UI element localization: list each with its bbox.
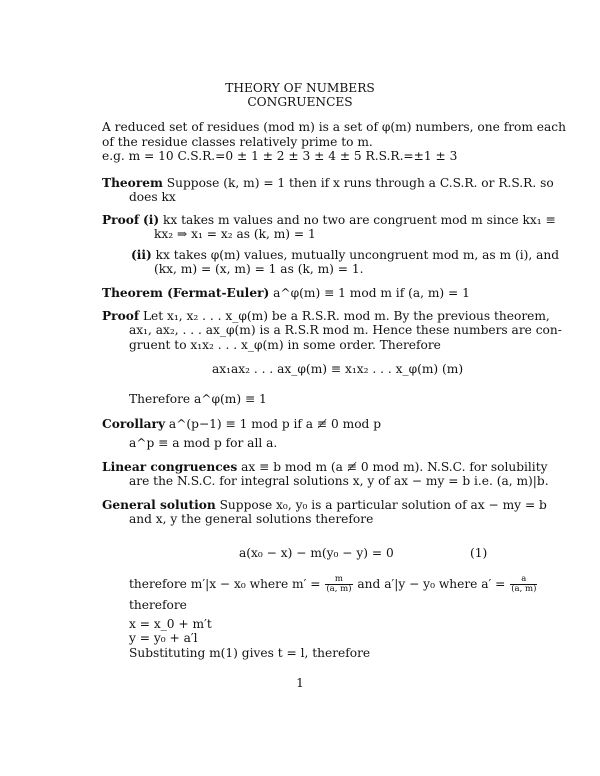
intro-line-2: of the residue classes relatively prime to m.	[102, 135, 373, 149]
general-therefore-line	[129, 574, 538, 594]
corollary-line-1: a^(p−1) ≡ 1 mod p if a ≢ 0 mod p	[168, 417, 382, 431]
proof-1-part-i	[102, 213, 556, 228]
fraction-a-prime	[510, 575, 537, 594]
general-solution	[102, 498, 547, 513]
proof-1-i-label: (i)	[142, 213, 160, 227]
fraction-m-prime-numerator: m	[325, 575, 352, 585]
equation-number: (1)	[470, 546, 488, 560]
corollary-heading: Corollary	[102, 417, 166, 431]
general-solution-y: y = y₀ + a′l	[129, 631, 198, 645]
general-substituting: Substituting m(1) gives t = l, therefore	[129, 646, 371, 660]
theorem-1	[102, 176, 554, 191]
page-number: 1	[296, 676, 304, 690]
fraction-a-prime-numerator: a	[510, 575, 537, 585]
theorem-2-heading: Theorem (Fermat-Euler)	[102, 286, 270, 300]
corollary-line-2: a^p ≡ a mod p for all a.	[129, 436, 278, 450]
proof-2-heading: Proof	[102, 309, 140, 323]
linear-congruences	[102, 460, 548, 475]
theorem-1-text: Suppose (k, m) = 1 then if x runs through a C.S.R. or R.S.R. so	[166, 176, 554, 190]
linear-line-1: ax ≡ b mod m (a ≢ 0 mod m). N.S.C. for solubility	[241, 460, 548, 474]
theorem-1-line-2: does kx	[129, 190, 176, 204]
therefore-mid: and a′|y − y₀ where a′ =	[357, 577, 506, 591]
intro-line-1: A reduced set of residues (mod m) is a set of φ(m) numbers, one from each	[102, 120, 566, 134]
fraction-a-prime-denominator: (a, m)	[511, 584, 537, 594]
proof-2-display-equation: ax₁ax₂ . . . ax_φ(m) ≡ x₁x₂ . . . x_φ(m) (m)	[212, 362, 464, 376]
theorem-1-heading: Theorem	[102, 176, 163, 190]
proof-1-ii-line-2: (kx, m) = (x, m) = 1 as (k, m) = 1.	[154, 262, 364, 276]
general-display-equation: a(x₀ − x) − m(y₀ − y) = 0	[239, 546, 394, 560]
proof-1-heading: Proof	[102, 213, 140, 227]
linear-heading: Linear congruences	[102, 460, 238, 474]
proof-1-ii-label: (ii)	[131, 248, 152, 262]
fraction-m-prime	[325, 575, 352, 594]
linear-line-2: are the N.S.C. for integral solutions x, y of ax − my = b i.e. (a, m)|b.	[129, 474, 549, 488]
general-line-2: and x, y the general solutions therefore	[129, 512, 374, 526]
general-line-1: Suppose x₀, y₀ is a particular solution of ax − my = b	[219, 498, 547, 512]
proof-1-i-line-1: kx takes m values and no two are congruent mod m since kx₁ ≡	[163, 213, 556, 227]
general-solution-x: x = x_0 + m′t	[129, 617, 212, 631]
title-line-2: CONGRUENCES	[247, 95, 353, 109]
proof-2	[102, 309, 550, 324]
theorem-2	[102, 286, 470, 301]
theorem-2-text: a^φ(m) ≡ 1 mod m if (a, m) = 1	[273, 286, 470, 300]
proof-2-line-1: Let x₁, x₂ . . . x_φ(m) be a R.S.R. mod m. By the previous theorem,	[142, 309, 550, 323]
proof-2-conclusion: Therefore a^φ(m) ≡ 1	[129, 392, 267, 406]
proof-2-line-3: gruent to x₁x₂ . . . x_φ(m) in some order. Therefore	[129, 338, 441, 352]
intro-line-3: e.g. m = 10 C.S.R.=0 ± 1 ± 2 ± 3 ± 4 ± 5 R.S.R.=±1 ± 3	[102, 149, 458, 163]
proof-1-ii-line-1: kx takes φ(m) values, mutually uncongruent mod m, as m (i), and	[155, 248, 560, 262]
general-heading: General solution	[102, 498, 216, 512]
title-line-1: THEORY OF NUMBERS	[225, 81, 375, 95]
general-therefore-2: therefore	[129, 598, 187, 612]
proof-2-line-2: ax₁, ax₂, . . . ax_φ(m) is a R.S.R mod m. Hence these numbers are con-	[129, 323, 562, 337]
proof-1-part-ii	[131, 248, 559, 263]
fraction-m-prime-denominator: (a, m)	[326, 584, 352, 594]
proof-1-i-line-2: kx₂ ⇒ x₁ = x₂ as (k, m) = 1	[154, 227, 316, 241]
corollary	[102, 417, 381, 432]
therefore-prefix: therefore m′|x − x₀ where m′ =	[129, 577, 321, 591]
